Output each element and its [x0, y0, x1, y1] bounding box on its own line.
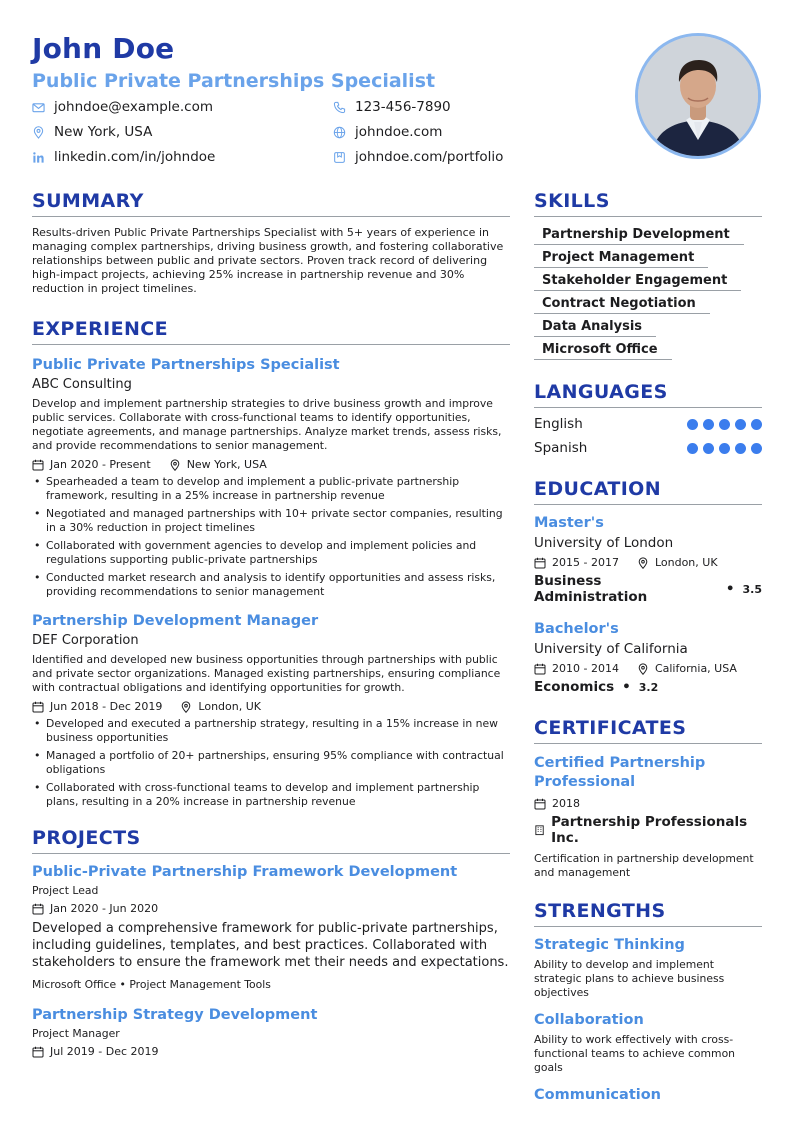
project-tools: Microsoft Office • Project Management Tools	[32, 978, 271, 991]
education-location: California, USA	[654, 662, 737, 675]
strength-description: Ability to work effectively with cross-functional teams to achieve common goals	[534, 1033, 736, 1074]
calendar-icon	[32, 701, 44, 713]
education-dates: 2015 - 2017	[552, 556, 619, 569]
job-description: Identified and developed new business opportunities through partnerships with public and private sector organizations. Managed existing partnerships, ensuring compliance with contractual obligations and identifying opportunities for growth.	[32, 653, 501, 694]
location-pin-icon	[180, 701, 192, 713]
education-item	[534, 515, 762, 605]
portfolio-icon	[333, 151, 346, 164]
calendar-icon	[32, 459, 44, 471]
project-item	[32, 1007, 510, 1058]
location-pin-icon	[169, 459, 181, 471]
project-dates: Jul 2019 - Dec 2019	[50, 1045, 159, 1058]
level-dot	[751, 419, 762, 430]
skill-item: Partnership Development	[534, 225, 744, 245]
language-level	[682, 419, 762, 430]
field-name: Economics	[534, 679, 615, 695]
skill-item: Project Management	[534, 248, 708, 268]
calendar-icon	[534, 557, 546, 569]
location-text: New York, USA	[54, 124, 153, 140]
separator-dot: •	[622, 679, 631, 695]
language-name: English	[534, 416, 583, 432]
experience-item	[32, 613, 510, 809]
job-bullets	[32, 717, 510, 809]
school: University of London	[534, 535, 674, 551]
separator-dot: •	[725, 581, 735, 597]
contact-phone[interactable]	[333, 99, 451, 115]
location-pin-icon	[637, 557, 649, 569]
bullet-item: • Collaborated with cross-functional teams to develop and implement partnership plans, resulting in a 20% increase in partnership revenue	[32, 781, 510, 809]
skills-heading: SKILLS	[534, 190, 762, 217]
job-bullets	[32, 475, 510, 599]
strength-item	[534, 1087, 762, 1103]
profile-photo	[635, 33, 761, 159]
level-dot	[703, 419, 714, 430]
degree: Master's	[534, 515, 604, 531]
education-location: London, UK	[654, 556, 718, 569]
level-dot	[735, 419, 746, 430]
certificate-meta	[534, 797, 762, 810]
level-dot	[719, 443, 730, 454]
gpa: 3.2	[638, 680, 659, 694]
projects-heading: PROJECTS	[32, 827, 510, 854]
project-role: Project Lead	[32, 884, 99, 897]
project-item	[32, 864, 510, 991]
level-dot	[751, 443, 762, 454]
language-row	[534, 440, 762, 456]
gpa: 3.5	[742, 582, 762, 596]
level-dot	[735, 443, 746, 454]
location-pin-icon	[32, 126, 45, 139]
location-pin-icon	[637, 663, 649, 675]
job-meta	[32, 700, 510, 713]
language-row	[534, 416, 762, 432]
contact-email[interactable]	[32, 99, 213, 115]
job-meta	[32, 458, 510, 471]
project-meta	[32, 1045, 510, 1058]
bullet-item: • Collaborated with government agencies to develop and implement policies and regulations supporting public-private partnerships	[32, 539, 510, 567]
certificate-title: Certified Partnership Professional	[534, 755, 706, 790]
linkedin-icon	[32, 151, 45, 164]
linkedin-text: linkedin.com/in/johndoe	[54, 149, 216, 165]
candidate-title: Public Private Partnerships Specialist	[32, 70, 436, 92]
profile-photo-illustration	[638, 36, 758, 156]
job-location: London, UK	[198, 700, 262, 713]
project-meta	[32, 902, 510, 915]
bullet-item: • Managed a portfolio of 20+ partnerships, ensuring 95% compliance with contractual obligations	[32, 749, 510, 777]
field-name: Business Administration	[534, 573, 648, 605]
bullet-item: • Spearheaded a team to develop and implement a public-private partnership framework, resulting in a 25% increase in partnership revenue	[32, 475, 510, 503]
certificate-issuer	[534, 814, 762, 846]
calendar-icon	[32, 1046, 44, 1058]
strength-description: Ability to develop and implement strategic plans to achieve business objectives	[534, 958, 725, 999]
degree: Bachelor's	[534, 621, 619, 637]
bullet-item: • Developed and executed a partnership strategy, resulting in a 15% increase in new business opportunities	[32, 717, 510, 745]
skill-item: Data Analysis	[534, 317, 656, 337]
company-name: DEF Corporation	[32, 633, 139, 648]
job-description: Develop and implement partnership strategies to drive business growth and improve public services. Collaborate with cross-functional teams to identify opportunities, negotiate agreements, and manage partnerships. Analyze market trends, assess risks, and provide recommendations to senior management.	[32, 397, 502, 452]
strengths-heading: STRENGTHS	[534, 900, 762, 927]
experience-heading: EXPERIENCE	[32, 318, 510, 345]
contact-website[interactable]	[333, 124, 442, 140]
issuer-name: Partnership Professionals Inc.	[551, 814, 748, 846]
phone-text: 123-456-7890	[355, 99, 451, 115]
project-dates: Jan 2020 - Jun 2020	[50, 902, 159, 915]
strength-title: Communication	[534, 1087, 662, 1103]
calendar-icon	[534, 798, 546, 810]
skill-item: Contract Negotiation	[534, 294, 710, 314]
language-level	[682, 443, 762, 454]
certificate-item	[534, 754, 762, 880]
level-dot	[687, 443, 698, 454]
skills-list	[534, 223, 762, 361]
education-meta	[534, 556, 762, 569]
project-role: Project Manager	[32, 1027, 120, 1040]
field-of-study	[534, 573, 762, 605]
level-dot	[719, 419, 730, 430]
certificate-description: Certification in partnership development and management	[534, 852, 754, 879]
project-title: Partnership Strategy Development	[32, 1007, 318, 1023]
strength-title: Collaboration	[534, 1012, 644, 1028]
education-meta	[534, 662, 762, 675]
bullet-item: • Conducted market research and analysis to identify opportunities and assess risks, providing recommendations to senior management	[32, 571, 510, 599]
skill-item: Stakeholder Engagement	[534, 271, 741, 291]
field-of-study	[534, 679, 762, 695]
job-location: New York, USA	[186, 458, 267, 471]
calendar-icon	[32, 903, 44, 915]
bullet-item: • Negotiated and managed partnerships with 10+ private sector companies, resulting in a 30% reduction in project timelines	[32, 507, 510, 535]
language-name: Spanish	[534, 440, 588, 456]
strength-title: Strategic Thinking	[534, 937, 685, 953]
languages-heading: LANGUAGES	[534, 381, 762, 408]
certificate-year: 2018	[552, 797, 580, 810]
job-dates: Jan 2020 - Present	[50, 458, 151, 471]
education-heading: EDUCATION	[534, 478, 762, 505]
globe-icon	[333, 126, 346, 139]
summary-text: Results-driven Public Private Partnerships Specialist with 5+ years of experience in managing complex partnerships, driving business growth, and fostering collaborative relationships between public and private sectors. Proven track record of delivering high-impact projects, achieving 25% increase in partnership revenue and 30% reduction in project timelines.	[32, 226, 504, 295]
website-text: johndoe.com	[355, 124, 443, 140]
email-text: johndoe@example.com	[54, 99, 213, 115]
email-icon	[32, 101, 45, 114]
school: University of California	[534, 641, 688, 657]
strength-item	[534, 1012, 762, 1075]
phone-icon	[333, 101, 346, 114]
contact-portfolio[interactable]	[333, 149, 503, 165]
education-item	[534, 621, 762, 695]
summary-heading: SUMMARY	[32, 190, 510, 217]
job-title: Partnership Development Manager	[32, 613, 319, 629]
company-name: ABC Consulting	[32, 377, 132, 392]
project-title: Public-Private Partnership Framework Development	[32, 864, 458, 880]
project-description: Developed a comprehensive framework for public-private partnerships, including guidelines, templates, and best practices. Collaborated with stakeholders to ensure the framework met their needs and expectations.	[32, 921, 509, 970]
education-dates: 2010 - 2014	[552, 662, 619, 675]
candidate-name: John Doe	[32, 32, 175, 65]
right-column	[534, 190, 762, 1103]
calendar-icon	[534, 663, 546, 675]
languages-list	[534, 416, 762, 456]
level-dot	[703, 443, 714, 454]
experience-item	[32, 357, 510, 599]
building-icon	[534, 824, 545, 836]
skill-item: Microsoft Office	[534, 340, 672, 360]
portfolio-text: johndoe.com/portfolio	[355, 149, 504, 165]
job-title: Public Private Partnerships Specialist	[32, 357, 340, 373]
contact-location	[32, 124, 152, 140]
strength-item	[534, 937, 762, 1000]
left-column	[32, 190, 510, 1058]
job-dates: Jun 2018 - Dec 2019	[50, 700, 163, 713]
level-dot	[687, 419, 698, 430]
certificates-heading: CERTIFICATES	[534, 717, 762, 744]
contact-linkedin[interactable]	[32, 149, 215, 165]
